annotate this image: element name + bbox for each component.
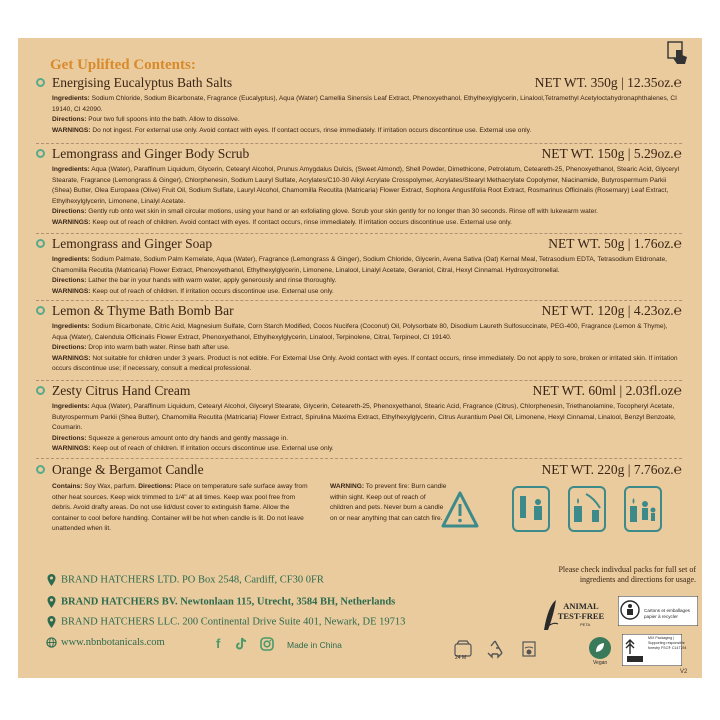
product-name: Lemongrass and Ginger Body Scrub bbox=[52, 146, 250, 161]
location-pin-icon bbox=[46, 574, 57, 586]
address-us: BRAND HATCHERS LLC. 200 Continental Drive Suite 401, Newark, DE 19713 bbox=[46, 616, 405, 628]
bin-disposal-icon bbox=[518, 638, 540, 660]
net-weight: NET WT. 60ml | 2.03fl.oz℮ bbox=[532, 383, 682, 399]
location-pin-icon bbox=[46, 616, 57, 628]
product-name: Orange & Bergamot Candle bbox=[52, 462, 204, 477]
net-weight: NET WT. 220g | 7.76oz.℮ bbox=[541, 462, 682, 478]
bullet-ring-icon bbox=[36, 306, 45, 315]
no-draft-icon bbox=[512, 486, 550, 532]
directions-text: Directions: Lather the bar in your hands with warm water, apply generously and rinse thoroughly. bbox=[52, 277, 337, 284]
net-weight: NET WT. 150g | 5.29oz.℮ bbox=[541, 146, 682, 162]
divider bbox=[36, 233, 682, 234]
peta-text: PETA bbox=[580, 622, 591, 627]
address-uk: BRAND HATCHERS LTD. PO Box 2548, Cardiff, CF30 0FR bbox=[46, 574, 324, 586]
facebook-icon[interactable]: f bbox=[216, 636, 221, 651]
warnings-text: WARNINGS: Keep out of reach of children. If irritation occurs discontinue use. External use only. bbox=[52, 287, 334, 295]
divider bbox=[36, 300, 682, 301]
instagram-icon[interactable] bbox=[260, 637, 274, 651]
contents-title: Get Uplifted Contents: bbox=[50, 57, 196, 73]
website-row bbox=[46, 637, 165, 648]
triman-text: Cartons et emballages papier à recycler bbox=[644, 608, 690, 619]
candle-warning: WARNING: To prevent fire: Burn candle within sight. Keep out of reach of children and pets. Never burn a candle on or near anything that can catch fire. bbox=[330, 483, 447, 522]
net-weight: NET WT. 350g | 12.35oz.℮ bbox=[534, 75, 682, 91]
product-section bbox=[36, 146, 682, 228]
mobius-recycle-icon bbox=[484, 638, 506, 660]
vegan-label: Vegan bbox=[593, 660, 608, 666]
globe-icon bbox=[46, 637, 57, 648]
tiktok-icon[interactable] bbox=[236, 637, 248, 651]
warnings-text: WARNINGS: Keep out of reach of children. Avoid contact with eyes. If contact occurs, rinse immediately. If irritation occurs discontinue use. External use only. bbox=[52, 218, 512, 226]
directions-text: Directions: Squeeze a generous amount onto dry hands and gently massage in. bbox=[52, 434, 289, 442]
made-in-label: Made in China bbox=[287, 640, 342, 650]
caution-triangle-icon bbox=[440, 490, 480, 530]
warnings-text: WARNINGS: Do not ingest. For external use only. Avoid contact with eyes. If contact occurs, rinse immediately. If irritation occurs discontinue use. External use only. bbox=[52, 126, 532, 134]
keep-within-sight-icon bbox=[568, 486, 606, 532]
website-link[interactable]: www.nbnbotanicals.com bbox=[61, 637, 165, 648]
location-pin-icon bbox=[46, 596, 57, 608]
warnings-text: WARNINGS: Keep out of reach of children. If irritation occurs discontinue use. External use only. bbox=[52, 445, 334, 452]
bullet-ring-icon bbox=[36, 78, 45, 87]
fsc-text: MIX Packaging | Supporting responsible forestry FSC® C147794 bbox=[648, 636, 687, 650]
product-name: Lemon & Thyme Bath Bomb Bar bbox=[52, 303, 234, 318]
bullet-ring-icon bbox=[36, 239, 45, 248]
ingredients-text: Ingredients: Aqua (Water), Paraffinum Liquidum, Glycerin, Cetearyl Alcohol, Prunus Amygdalus Dulcis, (Sweet Almond), Shell Powder, Dimethicone, Petrolatum, Ceteareth-25, Phenoxyethanol, Stearic Acid, Glyceryl Stearate, Fragrance (Lemongrass & Ginger), Chlorphenesin, Sodium Lauryl Sulfate, Acrylates/C10-30 Alkyl Acrylate Crosspolymer, Acrylates/Stearyl Methacrylate Copolymer, Niacinamide, Butyrospermum Parkii (Shea) Butter, Olea Europaea (Olive) Fruit Oil, Sodium Sulfate, Lauryl Alcohol, Chamomilla Recutita (Matricaria) Flower Extract, Sophora Angustifolia Root Extract, Rosmarinus Officinalis (Rosemary) Leaf Extract, Ethylhexylglycerin, Limonene, Linalyl Acetate. bbox=[52, 166, 680, 205]
directions-text: Directions: Drop into warm bath water. Rinse bath after use. bbox=[52, 344, 230, 351]
product-name: Lemongrass and Ginger Soap bbox=[52, 236, 213, 251]
product-section bbox=[36, 75, 682, 136]
keep-away-children-icon bbox=[624, 486, 662, 532]
pao-label: 24 M bbox=[455, 655, 467, 661]
directions-text: Directions: Gently rub onto wet skin in small circular motions, using your hand or an exfoliating glove. Scrub your skin gently for no longer than 30 seconds. Rinse off with lukewarm water. bbox=[52, 208, 598, 215]
divider bbox=[36, 143, 682, 144]
product-section bbox=[36, 383, 682, 455]
version-label: V2 bbox=[680, 669, 688, 675]
bullet-ring-icon bbox=[36, 465, 45, 474]
directions-text: Directions: Pour two full spoons into the bath. Allow to dissolve. bbox=[52, 116, 240, 123]
address-nl: BRAND HATCHERS BV. Newtonlaan 115, Utrecht, 3584 BH, Netherlands bbox=[46, 596, 395, 608]
product-section bbox=[36, 303, 682, 375]
ingredients-text: Ingredients: Sodium Chloride, Sodium Bicarbonate, Fragrance (Eucalyptus), Aqua (Water) Camellia Sinensis Leaf Extract, Phenoxyethanol, Ethylhexylglycerin, Linalool,Tetramethyl Acetyloctahydronaphthalenes, CI 19140, CI 42090. bbox=[52, 95, 678, 113]
ingredients-text: Ingredients: Sodium Bicarbonate, Citric Acid, Magnesium Sulfate, Corn Starch Modified, Cocos Nucifera (Coconut) Oil, Polysorbate 80, Disodium Laureth Sulfosuccinate, PEG-400, Fragrance (Lemon & Thyme), Aqua (Water), Calendula Officinalis Flower Extract, Phenoxyethanol, Ethylhexylglycerin, Linalool, Terpinolene, Citral, Terpineol, CI 19140. bbox=[52, 323, 668, 341]
product-name: Zesty Citrus Hand Cream bbox=[52, 383, 191, 398]
net-weight: NET WT. 120g | 4.23oz.℮ bbox=[541, 303, 682, 319]
product-section bbox=[36, 236, 682, 297]
divider bbox=[36, 380, 682, 381]
animal-test-free-text: ANIMAL TEST-FREE bbox=[557, 601, 605, 621]
full-ingredients-note: Please check indivdual packs for full set of ingredients and directions for usage. bbox=[558, 565, 696, 584]
net-weight: NET WT. 50g | 1.76oz.℮ bbox=[548, 236, 682, 252]
vegan-leaf-icon bbox=[588, 636, 612, 660]
bullet-ring-icon bbox=[36, 386, 45, 395]
candle-directions: Contains: Soy Wax, parfum. Directions: Place on temperature safe surface away from other heat sources. Keep wick trimmed to 1/4" at all times. Keep wax pool free from debris. Avoid drafty areas. Do not use lid/dust cover to extinguish flame. Allow the container to cool before handling. Container will be hot when candle is lit. Do not leave unattended when lit. bbox=[52, 483, 308, 532]
ingredients-text: Ingredients: Aqua (Water), Paraffinum Liquidum, Cetearyl Alcohol, Glyceryl Stearate, Glycerin, Ceteareth-25, Phenoxyethanol, Stearic Acid, Fragrance (Citrus), Chlorphenesin, Triethanolamine, Tocopheryl Acetate, Butyrospermum Parkii (Shea Butter), Chamomilla Recutita (Matricaria) Flower Extract, Spirulina Maxima Extract, Ethylhexylglycerin, Citrus Aurantium Peel Oil, Limonene, Hexyl Cinnamal, Linalool, Benzyl Benzoate, Coumarin. bbox=[52, 403, 676, 431]
ingredients-text: Ingredients: Sodium Palmate, Sodium Palm Kernelate, Aqua (Water), Fragrance (Lemongrass & Ginger), Sodium Chloride, Glycerin, Avena Sativa (Oat) Kernal Meal, Tetrasodium EDTA, Tetrasodium Etidronate, Chamomilla Recutita (Matricaria) Flower Extract, Phenoxyethanol, Ethylhexylglycerin, Limonene, Linalool, Linalyl Acetate, Geraniol, Citral, Hexyl Cinnamal. Hydroxycitronellal. bbox=[52, 256, 667, 274]
product-name: Energising Eucalyptus Bath Salts bbox=[52, 75, 233, 90]
divider bbox=[36, 458, 682, 459]
bullet-ring-icon bbox=[36, 149, 45, 158]
touch-hand-icon bbox=[666, 40, 690, 66]
warnings-text: WARNINGS: Not suitable for children under 3 years. Product is not edible. For External Use Only. Avoid contact with eyes. If contact occurs, rinse immediately. Do not apply to sore, broken or irritated skin. If irritation occurs discontinue use; if necessary, consult a medical professional. bbox=[52, 354, 678, 372]
